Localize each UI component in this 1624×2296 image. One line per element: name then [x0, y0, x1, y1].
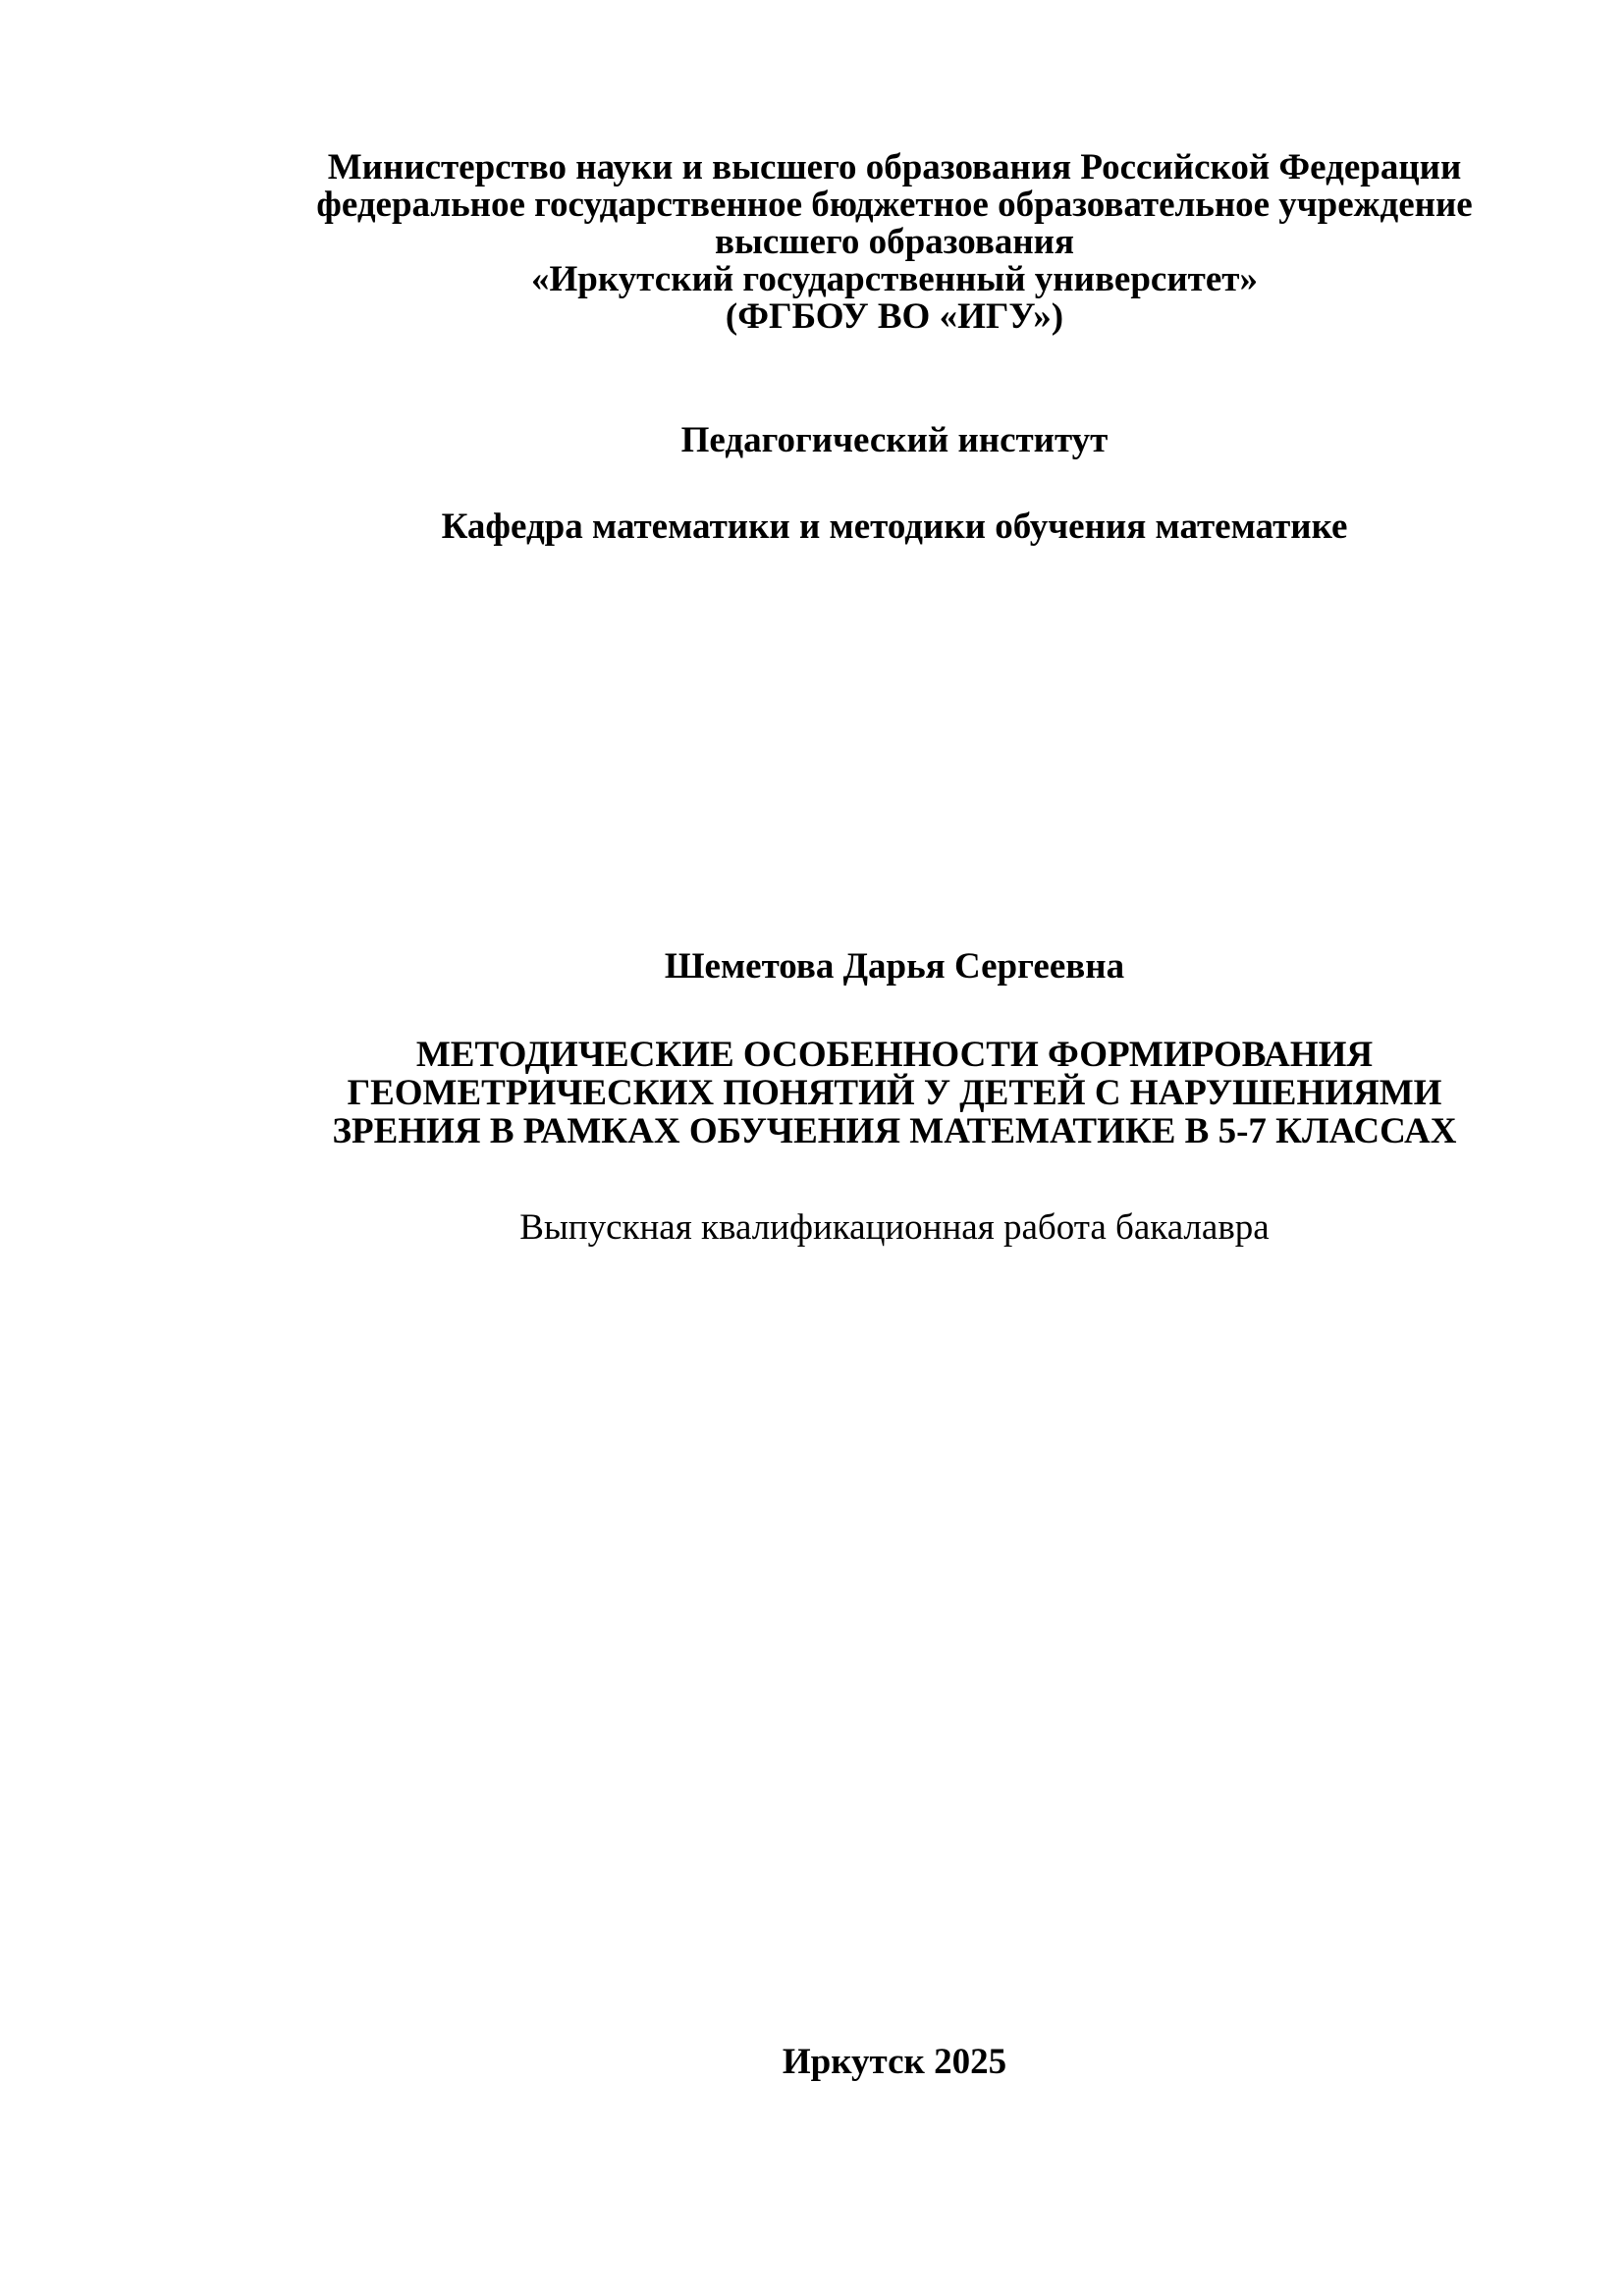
institute-name: Педагогический институт — [680, 420, 1109, 460]
institution-type-line: федеральное государственное бюджетное образовательное учреждение — [316, 185, 1473, 225]
education-level-line: высшего образования — [714, 222, 1075, 262]
ministry-line: Министерство науки и высшего образования Российской Федерации — [327, 147, 1462, 187]
author-name: Шеметова Дарья Сергеевна — [664, 946, 1125, 987]
thesis-title-line-1: МЕТОДИЧЕСКИЕ ОСОБЕННОСТИ ФОРМИРОВАНИЯ — [415, 1035, 1374, 1075]
university-abbreviation-line: (ФГБОУ ВО «ИГУ») — [725, 296, 1064, 337]
department-name: Кафедра математики и методики обучения математике — [441, 507, 1348, 547]
university-name-line: «Иркутский государственный университет» — [531, 259, 1258, 299]
thesis-title — [275, 1036, 1514, 1150]
thesis-title-line-2: ГЕОМЕТРИЧЕСКИХ ПОНЯТИЙ У ДЕТЕЙ С НАРУШЕНИЯМИ — [347, 1073, 1442, 1113]
thesis-title-line-3: ЗРЕНИЯ В РАМКАХ ОБУЧЕНИЯ МАТЕМАТИКЕ В 5-7 КЛАССАХ — [332, 1111, 1457, 1151]
city-year: Иркутск 2025 — [782, 2042, 1007, 2082]
organization-header — [275, 149, 1514, 336]
work-type: Выпускная квалификационная работа бакалавра — [519, 1207, 1270, 1248]
